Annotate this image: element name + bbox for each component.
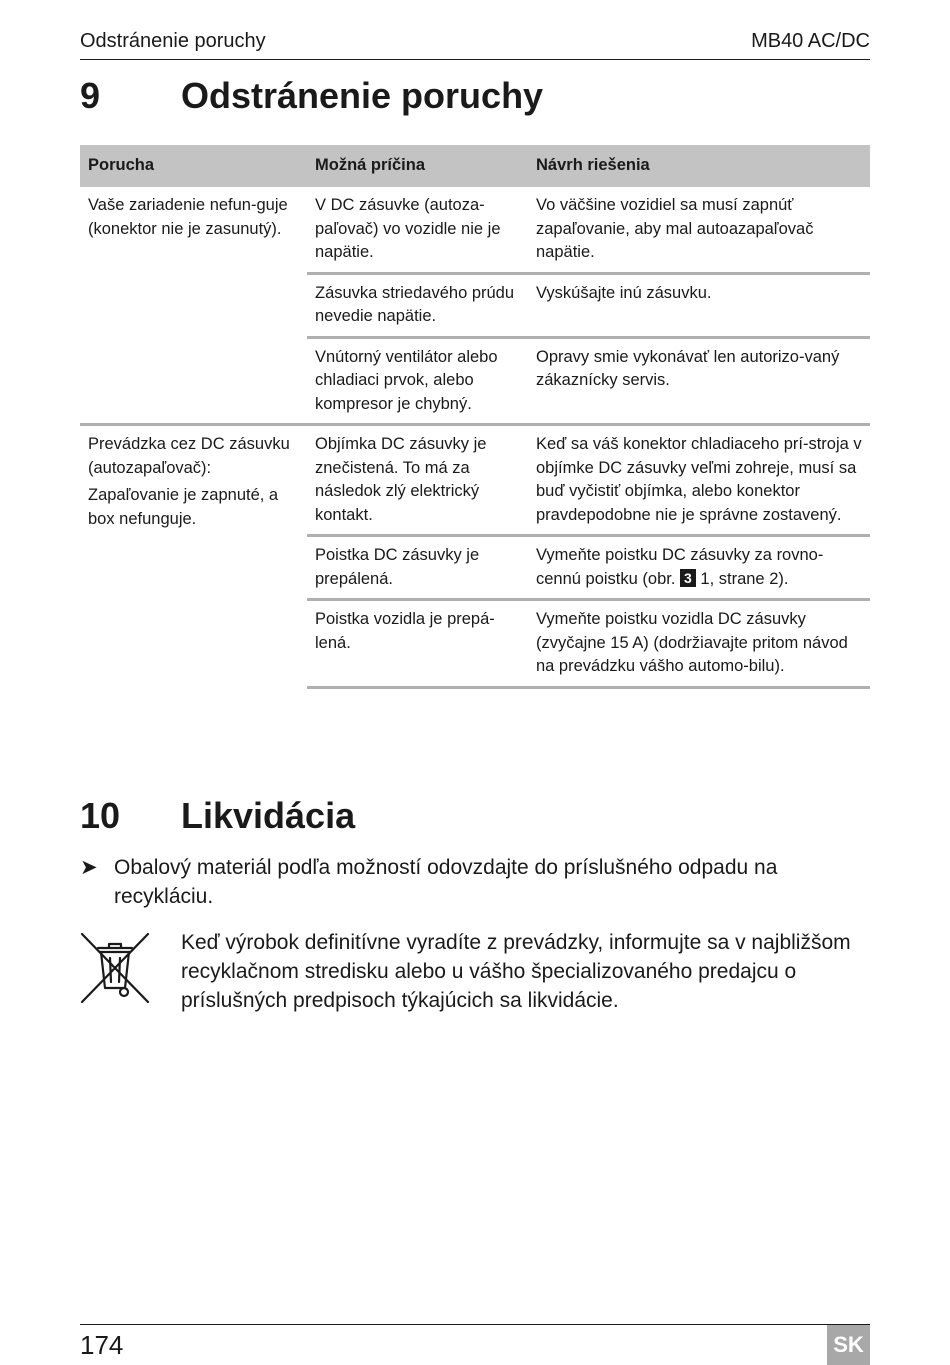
crossed-out-wheelie-bin-icon: [80, 932, 150, 1004]
column-header-fault: Porucha: [80, 145, 307, 187]
cause-cell: Poistka DC zásuvky je prepálená.: [307, 536, 528, 600]
cause-cell: Poistka vozidla je prepá-lená.: [307, 600, 528, 688]
fault-text: Vaše zariadenie nefun-guje (konektor nie je zasunutý).: [88, 196, 288, 238]
fault-text: Zapaľovanie je zapnuté, a box nefunguje.: [88, 486, 279, 528]
solution-cell: [528, 536, 870, 600]
page-number: 174: [80, 1330, 124, 1360]
fault-text: Prevádzka cez DC zásuvku (autozapaľovač):: [88, 435, 290, 477]
solution-cell: Opravy smie vykonávať len autorizo-vaný zákaznícky servis.: [528, 337, 870, 425]
column-header-cause: Možná príčina: [307, 145, 528, 187]
table-header-row: [80, 145, 870, 187]
table-row: [80, 187, 870, 273]
fault-cell: [80, 187, 307, 425]
section-9-number: 9: [80, 75, 101, 116]
column-header-solution: Návrh riešenia: [528, 145, 870, 187]
arrow-bullet-icon: ➤: [80, 856, 98, 879]
section-10-number: 10: [80, 795, 121, 836]
solution-cell: Vyskúšajte inú zásuvku.: [528, 273, 870, 337]
cause-cell: V DC zásuvke (autoza-paľovač) vo vozidle nie je napätie.: [315, 196, 501, 261]
header-model-name: MB40 AC/DC: [751, 30, 870, 52]
footer-divider: [80, 1324, 870, 1325]
solution-text: 1, strane 2).: [700, 569, 789, 588]
bullet-text: Obalový materiál podľa možností odovzdajte do príslušného odpadu na recykláciu.: [114, 856, 778, 908]
page-header: [80, 30, 870, 60]
language-badge: SK: [827, 1325, 870, 1365]
cause-cell: Zásuvka striedavého prúdu nevedie napätie.: [307, 273, 528, 337]
solution-cell: Vo väčšine vozidiel sa musí zapnúť zapaľovanie, aby mal autoazapaľovač napätie.: [536, 196, 814, 261]
section-9-title: Odstránenie poruchy: [181, 75, 544, 116]
weee-disposal-text: Keď výrobok definitívne vyradíte z prevádzky, informujte sa v najbližšom recyklačnom stredisku alebo u vášho špecializovaného predajcu o príslušných predpisoch týkajúcich sa likvidácie.: [181, 931, 851, 1012]
header-section-title: Odstránenie poruchy: [80, 30, 266, 52]
figure-reference-badge: 3: [680, 569, 696, 587]
solution-text: Vymeňte poistku DC zásuvky za rovno-cennú poistku (obr.: [536, 546, 824, 588]
solution-cell: Vymeňte poistku vozidla DC zásuvky (zvyčajne 15 A) (dodržiavajte pritom návod na prevádzku vášho automo-bilu).: [528, 600, 870, 688]
cause-cell: Objímka DC zásuvky je znečistená. To má za následok zlý elektrický kontakt.: [307, 425, 528, 536]
solution-cell: Keď sa váš konektor chladiaceho prí-stroja v objímke DC zásuvky veľmi zohreje, musí sa buď vyčistiť objímka, alebo konektor pravdepodobne nie je správne zostavený.: [528, 425, 870, 536]
troubleshooting-table: [80, 145, 870, 689]
table-row: [80, 425, 870, 536]
section-10-title: Likvidácia: [181, 795, 356, 836]
cause-cell: Vnútorný ventilátor alebo chladiaci prvok, alebo kompresor je chybný.: [307, 337, 528, 425]
fault-cell: [80, 425, 307, 688]
